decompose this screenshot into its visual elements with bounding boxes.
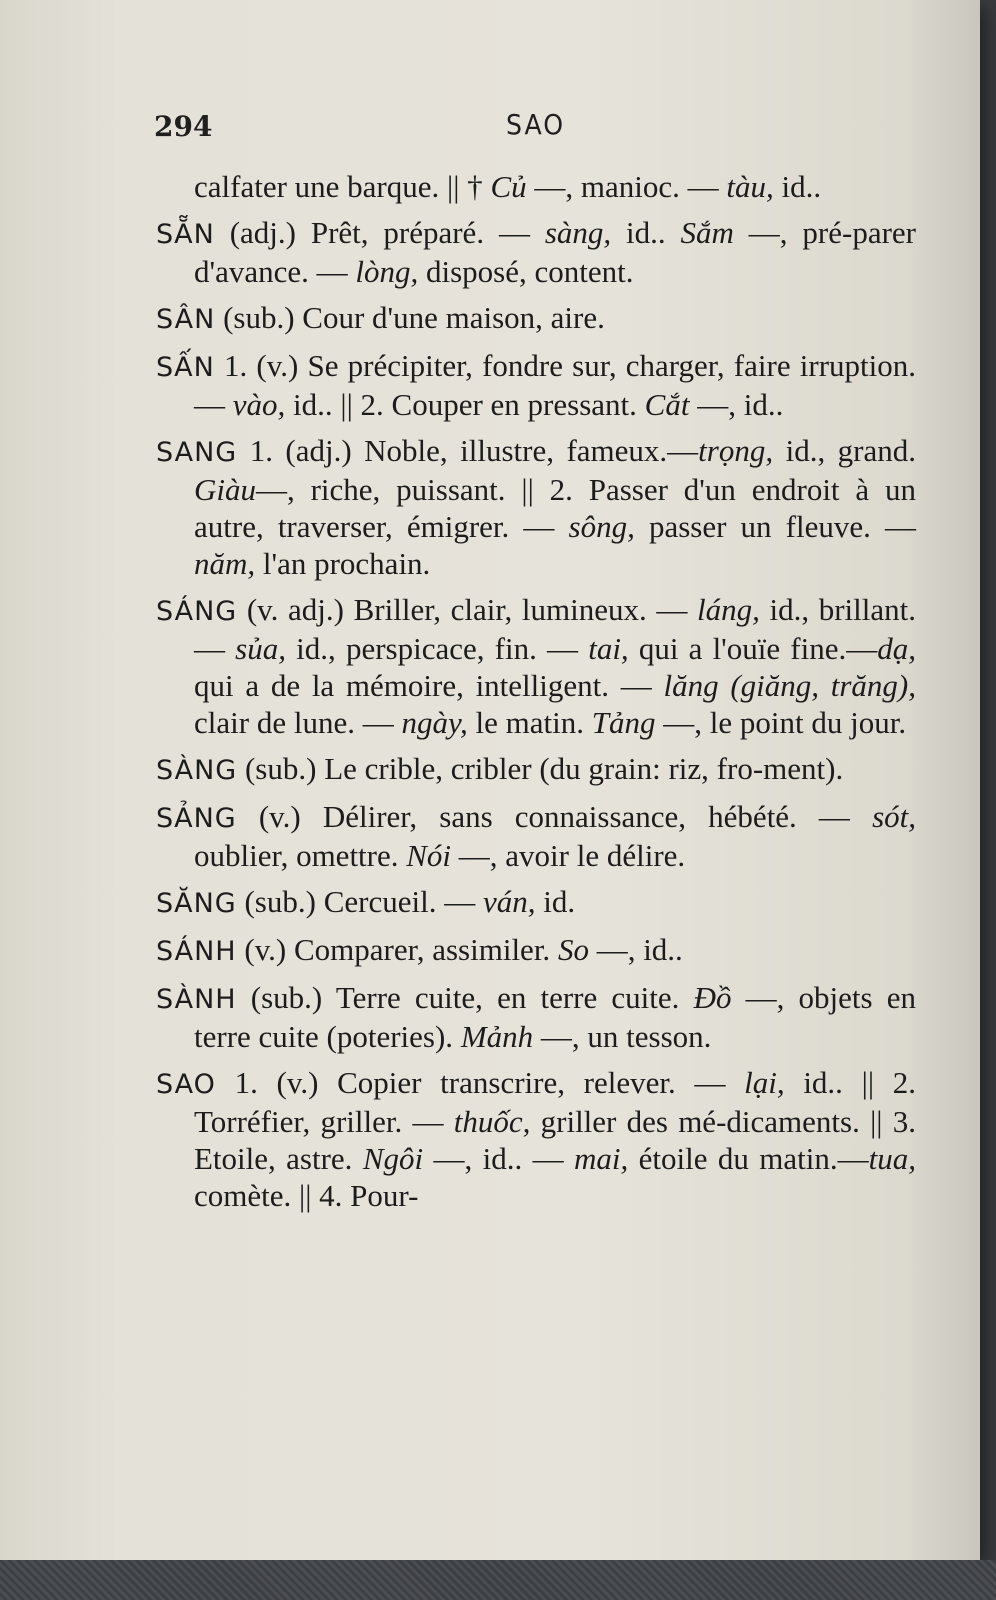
headword: SANG [156, 437, 238, 468]
dictionary-entries [156, 168, 916, 1214]
entry-sang-coffin: SĂNG (sub.) Cercueil. — ván, id. [156, 884, 576, 919]
entry-san-sub: SÂN (sub.) Cour d'une maison, aire. [156, 300, 605, 335]
headword: SÂN [156, 304, 216, 335]
entry-san-verb: SẤN 1. (v.) Se précipiter, fondre sur, charger, faire irruption. — vào, id.. || 2. Couper en pressant. Cắt —, id.. [156, 348, 916, 422]
headword: SÀNH [156, 984, 237, 1015]
headword: SÁNG [156, 596, 238, 627]
background-cloth [0, 1560, 996, 1600]
running-title: SAO [506, 108, 566, 141]
entry-sang-delirium: SẢNG (v.) Délirer, sans connaissance, hébété. — sót, oublier, omettre. Nói —, avoir le délire. [156, 799, 916, 873]
headword: SÁNH [156, 936, 237, 967]
entry-sao: SAO 1. (v.) Copier transcrire, relever. — lại, id.. || 2. Torréfier, griller. — thuốc, griller des mé-dicaments. || 3. Etoile, astre. Ngôi —, id.. — mai, étoile du matin.—tua, comète. || 4. Pour- [156, 1065, 916, 1213]
headword: SẴN [156, 219, 215, 250]
entry-sang-bright: SÁNG (v. adj.) Briller, clair, lumineux. — láng, id., brillant. — sủa, id., perspicace, fin. — tai, qui a l'ouïe fine.—dạ, qui a de la mémoire, intelligent. — lăng (giăng, trăng), clair de lune. — ngày, le matin. Tảng —, le point du jour. [156, 592, 917, 740]
entry-san-adj: SẴN (adj.) Prêt, préparé. — sàng, id.. Sắm —, pré-parer d'avance. — lòng, disposé, content. [156, 215, 916, 289]
headword: SẢNG [156, 803, 237, 834]
headword: SAO [156, 1069, 216, 1100]
entry-sanh-compare: SÁNH (v.) Comparer, assimiler. So —, id.. [156, 932, 683, 967]
entry-sang-sieve: SÀNG (sub.) Le crible, cribler (du grain: riz, fro-ment). [156, 751, 844, 786]
entry-sang: SANG 1. (adj.) Noble, illustre, fameux.—trọng, id., grand. Giàu—, riche, puissant. || 2. Passer d'un endroit à un autre, traverser, émigrer. — sông, passer un fleuve. — năm, l'an prochain. [156, 433, 916, 581]
headword: SÀNG [156, 755, 238, 786]
entry-sanh-pottery: SÀNH (sub.) Terre cuite, en terre cuite. Đồ —, objets en terre cuite (poteries). Mảnh —, un tesson. [156, 980, 916, 1054]
continued-entry: calfater une barque. || † Củ —, manioc. — tàu, id.. [194, 169, 822, 204]
headword: SĂNG [156, 888, 237, 919]
page-number: 294 [154, 110, 213, 143]
headword: SẤN [156, 352, 215, 383]
